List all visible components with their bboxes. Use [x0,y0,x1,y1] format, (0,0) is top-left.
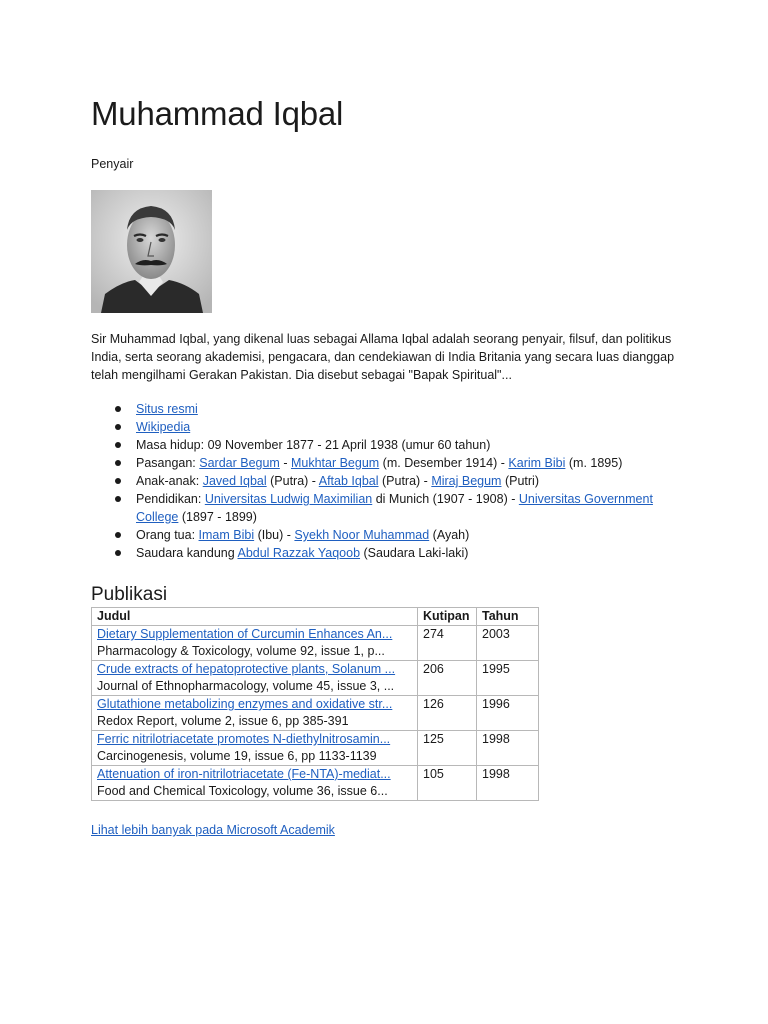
column-header-year: Tahun [477,608,539,626]
child-link-2[interactable]: Aftab Iqbal [318,474,379,488]
child-note-3: (Putri) [501,474,539,488]
sibling-note-1: (Saudara Laki-laki) [360,546,469,560]
citations-cell: 274 [418,626,477,661]
publication-title-link[interactable]: Dietary Supplementation of Curcumin Enhances An... [97,627,393,641]
spouse-label: Pasangan: [136,456,200,470]
education-link-1[interactable]: Universitas Ludwig Maximilian [204,492,373,506]
title-cell [92,731,418,766]
publication-source: Pharmacology & Toxicology, volume 92, issue 1, p... [97,644,385,658]
spouse-link-3[interactable]: Karim Bibi [508,456,566,470]
list-item [91,454,681,472]
list-item [91,472,681,490]
list-item [91,526,681,544]
education-note-2: (1897 - 1899) [178,510,257,524]
parent-link-2[interactable]: Syekh Noor Muhammad [294,528,430,542]
official-site-link[interactable]: Situs resmi [136,402,198,416]
year-cell: 1998 [477,731,539,766]
siblings-label: Saudara kandung [136,546,238,560]
year-cell: 1996 [477,696,539,731]
spouse-link-2[interactable]: Mukhtar Begum [290,456,380,470]
column-header-citations: Kutipan [418,608,477,626]
list-item [91,418,681,436]
citations-cell: 206 [418,661,477,696]
publication-source: Redox Report, volume 2, issue 6, pp 385-391 [97,714,349,728]
child-note-2: (Putra) - [378,474,432,488]
citations-cell: 126 [418,696,477,731]
table-row [92,766,539,801]
child-note-1: (Putra) - [266,474,319,488]
spouse-note-3: (m. 1895) [565,456,623,470]
list-item [91,400,681,418]
spouse-note-2: (m. Desember 1914) - [379,456,509,470]
page-title: Muhammad Iqbal [91,95,344,132]
sibling-link-1[interactable]: Abdul Razzak Yaqoob [237,546,361,560]
table-header-row [92,608,539,626]
education-note-1: di Munich (1907 - 1908) - [372,492,519,506]
child-link-3[interactable]: Miraj Begum [431,474,502,488]
education-link-2[interactable]: Universitas Government College [136,492,653,524]
citations-cell: 105 [418,766,477,801]
more-on-microsoft-academic-link[interactable]: Lihat lebih banyak pada Microsoft Academik [91,823,335,837]
biography-text: Sir Muhammad Iqbal, yang dikenal luas sebagai Allama Iqbal adalah seorang penyair, filsuf, dan politikus India, serta seorang akademisi, pengacara, dan cendekiawan di India Britania yang secara luas dianggap telah mengilhami Gerakan Pakistan. Dia disebut sebagai "Bapak Spiritual"... [91,332,675,382]
table-row [92,626,539,661]
spouse-link-1[interactable]: Sardar Begum [199,456,280,470]
title-cell [92,696,418,731]
year-cell: 2003 [477,626,539,661]
table-row [92,661,539,696]
parent-link-1[interactable]: Imam Bibi [198,528,255,542]
publication-title-link[interactable]: Glutathione metabolizing enzymes and oxidative str... [97,697,393,711]
portrait-image [91,190,212,313]
publications-table [91,607,539,801]
list-item: Masa hidup: 09 November 1877 - 21 April 1938 (umur 60 tahun) [91,436,681,454]
table-row [92,696,539,731]
year-cell: 1998 [477,766,539,801]
citations-cell: 125 [418,731,477,766]
portrait-photo [91,190,212,313]
children-label: Anak-anak: [136,474,203,488]
title-cell [92,766,418,801]
table-row [92,731,539,766]
publication-source: Food and Chemical Toxicology, volume 36, issue 6... [97,784,388,798]
title-cell [92,661,418,696]
publication-source: Journal of Ethnopharmacology, volume 45, issue 3, ... [97,679,395,693]
wikipedia-link[interactable]: Wikipedia [136,420,191,434]
year-cell: 1995 [477,661,539,696]
publication-title-link[interactable]: Ferric nitrilotriacetate promotes N-diethylnitrosamin... [97,732,391,746]
page-subtitle: Penyair [91,157,134,171]
child-link-1[interactable]: Javed Iqbal [202,474,267,488]
list-item [91,490,681,526]
parent-note-1: (Ibu) - [254,528,295,542]
publications-heading: Publikasi [91,584,168,605]
facts-list [91,400,681,562]
parents-label: Orang tua: [136,528,199,542]
publication-title-link[interactable]: Attenuation of iron-nitrilotriacetate (Fe-NTA)-mediat... [97,767,391,781]
publication-title-link[interactable]: Crude extracts of hepatoprotective plants, Solanum ... [97,662,396,676]
list-item [91,544,681,562]
title-cell [92,626,418,661]
education-label: Pendidikan: [136,492,205,506]
column-header-title: Judul [92,608,418,626]
publication-source: Carcinogenesis, volume 19, issue 6, pp 1133-1139 [97,749,377,763]
separator: - [279,456,291,470]
parent-note-2: (Ayah) [429,528,470,542]
